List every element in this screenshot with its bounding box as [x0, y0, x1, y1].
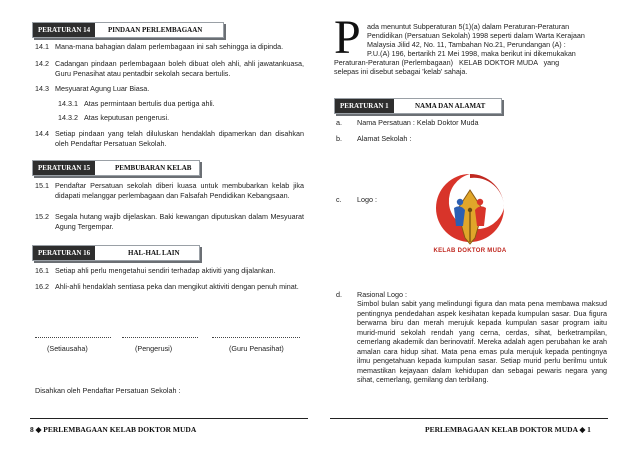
clause-number: 15.1: [35, 181, 49, 190]
clause-number: 16.1: [35, 266, 49, 275]
intro-line: ada menuntut Subperaturan 5(1)(a) dalam Peraturan-Peraturan: [367, 22, 570, 31]
intro-line: Malaysia Jilid 42, No. 11, Tambahan No.21, Perundangan (A) :: [367, 40, 566, 49]
clause-number: 14.3: [35, 84, 49, 93]
section-tag-16: PERATURAN 16: [33, 246, 95, 260]
club-logo: [425, 168, 515, 268]
section-header-1: [334, 98, 502, 114]
clause-text: Pendaftar Persatuan sekolah diberi kuasa untuk membubarkan kelab jika didapati melanggar perlembagaan dan Falsafah Pendidikan Kebangsaan.: [55, 181, 304, 200]
section-tag-14: PERATURAN 14: [33, 23, 95, 37]
signature-line: [35, 337, 111, 338]
intro-line: P.U.(A) 196, bertarikh 21 Mei 1998, maka berikut ini dikemukakan: [367, 49, 576, 58]
footer-rule: [30, 418, 308, 419]
field-letter: b.: [336, 134, 342, 143]
clause-number: 14.3.2: [58, 113, 78, 122]
logo-text: KELAB DOKTOR MUDA: [433, 248, 507, 254]
field-letter: d.: [336, 290, 342, 299]
section-tag-15: PERATURAN 15: [33, 161, 95, 175]
section-title-1: NAMA DAN ALAMAT: [415, 102, 486, 110]
field-rationale: Rasional Logo :: [357, 290, 407, 299]
clause-number: 16.2: [35, 282, 49, 291]
clause-number: 15.2: [35, 212, 49, 221]
section-title-15: PEMBUBARAN KELAB: [115, 164, 192, 172]
clause-text: Setiap pindaan yang telah diluluskan hendaklah dipamerkan dan disahkan oleh Pendaftar Persatuan Sekolah.: [55, 129, 304, 148]
signature-line: [122, 337, 198, 338]
signature-label: (Pengerusi): [135, 344, 173, 353]
section-tag-1: PERATURAN 1: [335, 99, 394, 113]
intro-line: Peraturan-Peraturan (Perlembagaan) KELAB DOKTOR MUDA yang: [334, 58, 560, 67]
clause-text: Ahli-ahli hendaklah sentiasa peka dan mengikut aktiviti dengan penuh minat.: [55, 282, 299, 291]
clause-number: 14.2: [35, 59, 49, 68]
section-header-14: [32, 22, 224, 38]
intro-line: selepas ini disebut sebagai 'kelab' sahaja.: [334, 67, 468, 76]
page-footer-left: 8 ◆ PERLEMBAGAAN KELAB DOKTOR MUDA: [30, 425, 197, 434]
clause-text: Mesyuarat Agung Luar Biasa.: [55, 84, 150, 93]
clause-number: 14.4: [35, 129, 49, 138]
rationale-text: Simbol bulan sabit yang melindungi figura dan mata pena membawa maksud pentingnya pendedahan aspek kesihatan kepada kumpulan sasar. Dua figura berwarna biru dan merah merujuk kepada kumpulan sasar program iaitu murid-murid sekolah rendah yang cerna, cerdas, sihat, berketrampilan, cemerlang akademik dan berinovatif. Mereka adalah agen perubahan ke arah amalan cara hidup sihat. Mata pena emas pula merujuk kepada pentingnya ilmu pengetahuan kepada kumpulan sasar. Setiap murid perlu berilmu untuk memastikan kejayaan dalam kehidupan dan sebagai pewaris negara yang sihat, cemerlang, gemilang dan terbilang.: [357, 299, 607, 384]
field-address: Alamat Sekolah :: [357, 134, 412, 143]
clause-text: Atas permintaan bertulis dua pertiga ahli.: [84, 99, 215, 108]
intro-line: Pendidikan (Persatuan Sekolah) 1998 seperti dalam Warta Kerajaan: [367, 31, 585, 40]
signature-label: (Guru Penasihat): [229, 344, 284, 353]
section-title-16: HAL-HAL LAIN: [128, 249, 180, 257]
signature-label: (Setiausaha): [47, 344, 88, 353]
field-logo: Logo :: [357, 195, 377, 204]
clause-text: Setiap ahli perlu mengetahui sendiri terhadap aktiviti yang dijalankan.: [55, 266, 276, 275]
field-letter: a.: [336, 118, 342, 127]
clause-text: Cadangan pindaan perlembagaan boleh dibuat oleh ahli, ahli jawatankuasa, Guru Penasihat atau pentadbir sekolah secara bertulis.: [55, 59, 304, 78]
section-title-14: PINDAAN PERLEMBAGAAN: [108, 26, 203, 34]
page-footer-right: PERLEMBAGAAN KELAB DOKTOR MUDA ◆ 1: [425, 425, 591, 434]
drop-cap: P: [334, 11, 361, 64]
clause-number: 14.3.1: [58, 99, 78, 108]
clause-text: Segala hutang wajib dijelaskan. Baki kewangan diputuskan dalam Mesyuarat Agung Tergempar.: [55, 212, 304, 231]
footer-rule: [330, 418, 608, 419]
clause-number: 14.1: [35, 42, 49, 51]
field-name: Nama Persatuan : Kelab Doktor Muda: [357, 118, 479, 127]
clause-text: Atas keputusan pengerusi.: [84, 113, 170, 122]
approval-line: Disahkan oleh Pendaftar Persatuan Sekolah :: [35, 386, 181, 395]
field-letter: c.: [336, 195, 342, 204]
clause-text: Mana-mana bahagian dalam perlembagaan ini sah sehingga ia dipinda.: [55, 42, 284, 51]
signature-line: [212, 337, 300, 338]
section-header-15: [32, 160, 200, 176]
section-header-16: [32, 245, 200, 261]
